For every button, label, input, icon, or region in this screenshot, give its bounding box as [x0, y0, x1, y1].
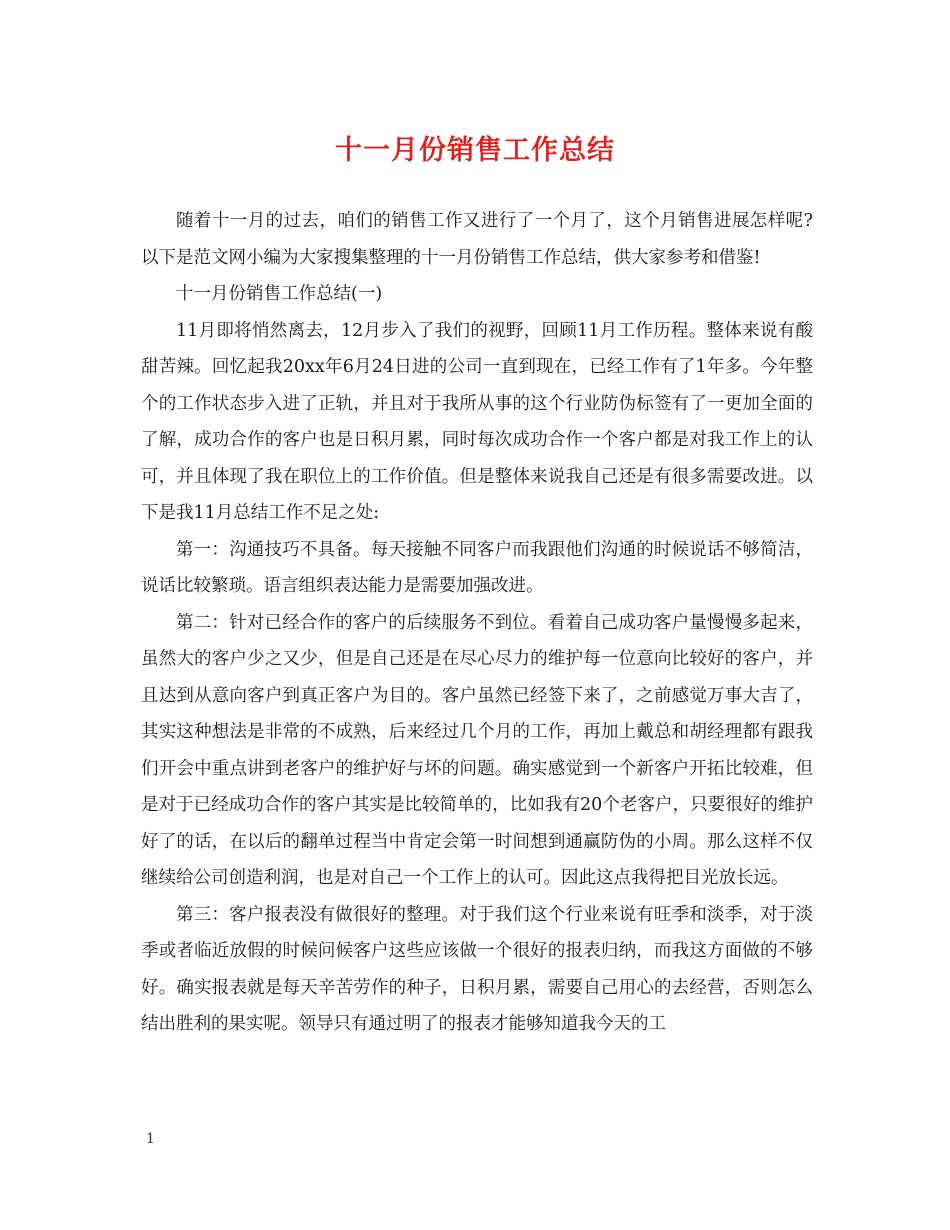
- page-number: 1: [146, 1131, 155, 1147]
- paragraph-point-two: 第二：针对已经合作的客户的后续服务不到位。看着自己成功客户量慢慢多起来，虽然大的客户少之又少，但是自己还是在尽心尽力的维护每一位意向比较好的客户，并且达到从意向客户到真正客户为目的。客户虽然已经签下来了，之前感觉万事大吉了，其实这种想法是非常的不成熟，后来经过几个月的工作，再加上戴总和胡经理都有跟我们开会中重点讲到老客户的维护好与坏的问题。确实感觉到一个新客户开拓比较难，但是对于已经成功合作的客户其实是比较简单的，比如我有20个老客户，只要很好的维护好了的话，在以后的翻单过程当中肯定会第一时间想到通赢防伪的小周。那么这样不仅继续给公司创造利润，也是对自己一个工作上的认可。因此这点我得把目光放长远。: [141, 612, 813, 888]
- paragraph-point-three: 第三：客户报表没有做很好的整理。对于我们这个行业来说有旺季和淡季，对于淡季或者临近放假的时候问候客户这些应该做一个很好的报表归纳，而我这方面做的不够好。确实报表就是每天辛苦劳作的种子，日积月累，需要自己用心的去经营，否则怎么结出胜利的果实呢。领导只有通过明了的报表才能够知道我今天的工: [141, 904, 813, 1034]
- paragraph-point-one: 第一：沟通技巧不具备。每天接触不同客户而我跟他们沟通的时候说话不够简洁，说话比较繁琐。语言组织表达能力是需要加强改进。: [141, 539, 813, 596]
- document-title: 十一月份销售工作总结: [335, 135, 615, 166]
- paragraph-overview: 11月即将悄然离去，12月步入了我们的视野，回顾11月工作历程。整体来说有酸甜苦辣。回忆起我20xx年6月24日进的公司一直到现在，已经工作有了1年多。今年整个的工作状态步入进了正轨，并且对于我所从事的这个行业防伪标签有了一更加全面的了解，成功合作的客户也是日积月累，同时每次成功合作一个客户都是对我工作上的认可，并且体现了我在职位上的工作价值。但是整体来说我自己还是有很多需要改进。以下是我11月总结工作不足之处:: [141, 320, 813, 523]
- paragraph-intro: 随着十一月的过去，咱们的销售工作又进行了一个月了，这个月销售进展怎样呢?以下是范文网小编为大家搜集整理的十一月份销售工作总结，供大家参考和借鉴!: [141, 211, 813, 268]
- document-body: [141, 203, 813, 1043]
- section-heading: 十一月份销售工作总结(一): [176, 284, 383, 304]
